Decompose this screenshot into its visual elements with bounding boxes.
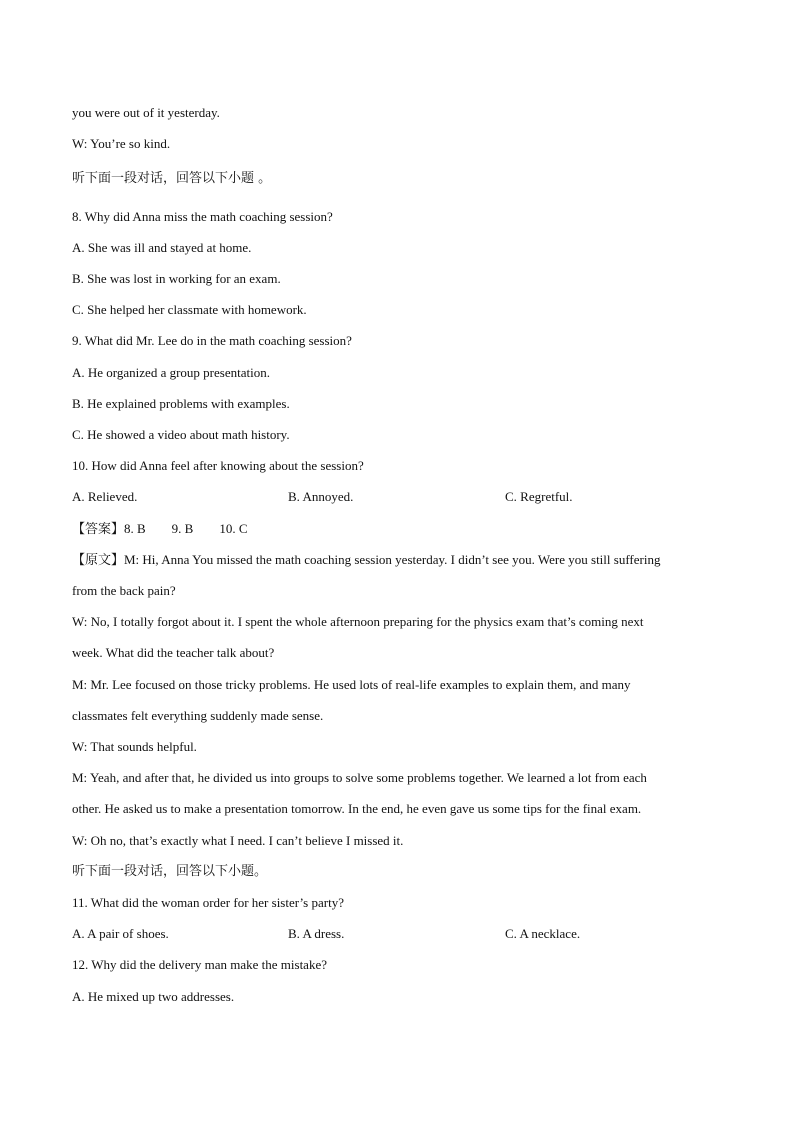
transcript-line: from the back pain? <box>72 583 176 598</box>
question-8-option-b: B. She was lost in working for an exam. <box>72 271 281 286</box>
question-9-option-c: C. He showed a video about math history. <box>72 427 290 442</box>
question-12-option-a: A. He mixed up two addresses. <box>72 989 235 1004</box>
question-11-option-c: C. A necklace. <box>505 926 581 941</box>
section-instruction: 听下面一段对话，回答以下小题 。 <box>72 171 272 186</box>
transcript-line: W: That sounds helpful. <box>72 739 197 754</box>
question-9-option-a: A. He organized a group presentation. <box>72 365 270 380</box>
question-8-option-a: A. She was ill and stayed at home. <box>72 240 252 255</box>
question-9: 9. What did Mr. Lee do in the math coaching session? <box>72 333 352 348</box>
question-10-option-a: A. Relieved. <box>72 489 138 504</box>
question-8: 8. Why did Anna miss the math coaching session? <box>72 209 333 224</box>
transcript-line: W: No, I totally forgot about it. I spent the whole afternoon preparing for the physics exam that’s coming next <box>72 614 644 629</box>
question-12: 12. Why did the delivery man make the mistake? <box>72 957 327 972</box>
transcript-line: M: Mr. Lee focused on those tricky problems. He used lots of real-life examples to explain them, and many <box>72 677 631 692</box>
answer-key: 【答案】8. B 9. B 10. C <box>72 521 248 536</box>
question-11-option-a: A. A pair of shoes. <box>72 926 169 941</box>
dialogue-line: you were out of it yesterday. <box>72 105 220 120</box>
section-instruction: 听下面一段对话，回答以下小题。 <box>72 864 268 879</box>
transcript-line: W: Oh no, that’s exactly what I need. I can’t believe I missed it. <box>72 833 404 848</box>
question-9-option-b: B. He explained problems with examples. <box>72 396 290 411</box>
question-10-option-b: B. Annoyed. <box>288 489 354 504</box>
transcript-line: classmates felt everything suddenly made sense. <box>72 708 324 723</box>
question-11: 11. What did the woman order for her sister’s party? <box>72 895 344 910</box>
question-10-option-c: C. Regretful. <box>505 489 573 504</box>
question-8-option-c: C. She helped her classmate with homework. <box>72 302 307 317</box>
transcript-line: other. He asked us to make a presentation tomorrow. In the end, he even gave us some tips for the final exam. <box>72 801 642 816</box>
dialogue-line: W: You’re so kind. <box>72 136 171 151</box>
question-11-option-b: B. A dress. <box>288 926 345 941</box>
transcript-line: week. What did the teacher talk about? <box>72 645 275 660</box>
question-10: 10. How did Anna feel after knowing about the session? <box>72 458 364 473</box>
transcript-line: 【原文】M: Hi, Anna You missed the math coaching session yesterday. I didn’t see you. Were you still suffering <box>72 552 661 567</box>
transcript-line: M: Yeah, and after that, he divided us into groups to solve some problems together. We learned a lot from each <box>72 770 647 785</box>
